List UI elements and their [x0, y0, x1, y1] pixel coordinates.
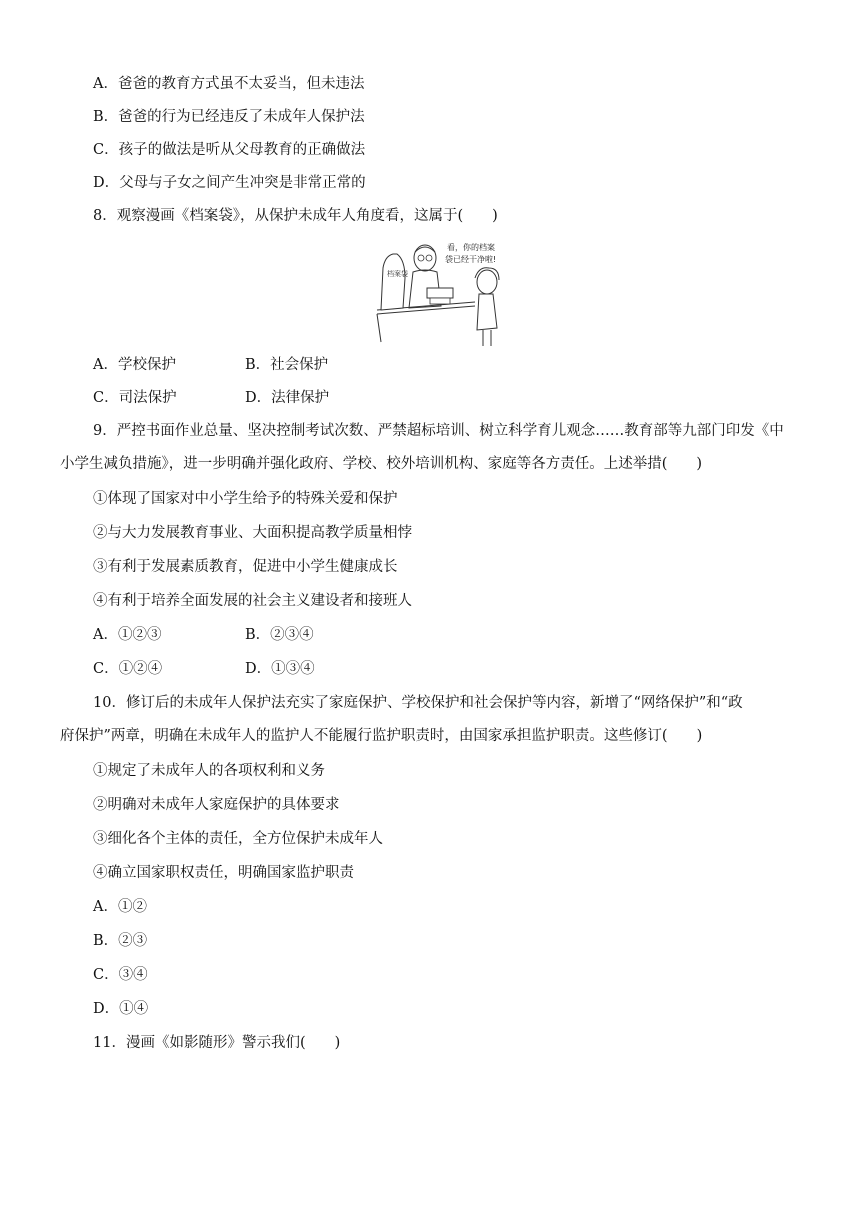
q10-option-d: D．①④ — [93, 1001, 149, 1017]
q10-statement-4: ④确立国家职权责任，明确国家监护职责 — [93, 865, 354, 881]
q11-stem: 11．漫画《如影随形》警示我们( ) — [93, 1035, 341, 1051]
q9-option-b: B．②③④ — [245, 627, 314, 643]
q8-option-c: C．司法保护 — [93, 390, 177, 406]
q7-option-b: B．爸爸的行为已经违反了未成年人保护法 — [93, 109, 365, 125]
q9-statement-1: ①体现了国家对中小学生给予的特殊关爱和保护 — [93, 491, 398, 507]
q9-statement-2: ②与大力发展教育事业、大面积提高教学质量相悖 — [93, 525, 412, 541]
q10-statement-3: ③细化各个主体的责任，全方位保护未成年人 — [93, 831, 383, 847]
comic-speech-line-1: 看，你的档案 — [447, 243, 495, 252]
q8-option-d: D．法律保护 — [245, 390, 330, 406]
q10-option-b: B．②③ — [93, 933, 148, 949]
q10-statement-2: ②明确对未成年人家庭保护的具体要求 — [93, 797, 340, 813]
q10-stem-line-2: 府保护”两章，明确在未成年人的监护人不能履行监护职责时，由国家承担监护职责。这些修订( ) — [60, 728, 703, 744]
q8-stem: 8．观察漫画《档案袋》，从保护未成年人角度看，这属于( ) — [93, 208, 498, 224]
comic-bag-label: 档案袋 — [387, 270, 408, 278]
q9-option-a: A．①②③ — [93, 627, 162, 643]
q9-stem-line-1: 9．严控书面作业总量、坚决控制考试次数、严禁超标培训、树立科学育儿观念……教育部等九部门印发《中 — [93, 423, 784, 439]
q10-option-a: A．①② — [93, 899, 147, 915]
q10-statement-1: ①规定了未成年人的各项权利和义务 — [93, 763, 325, 779]
q8-option-a: A．学校保护 — [93, 357, 176, 373]
q10-option-c: C．③④ — [93, 967, 148, 983]
q7-option-d: D．父母与子女之间产生冲突是非常正常的 — [93, 175, 366, 191]
q9-stem-line-2: 小学生减负措施》，进一步明确并强化政府、学校、校外培训机构、家庭等各方责任。上述举措( ) — [60, 456, 703, 472]
q7-option-c: C．孩子的做法是听从父母教育的正确做法 — [93, 142, 366, 158]
q9-statement-3: ③有利于发展素质教育，促进中小学生健康成长 — [93, 559, 398, 575]
q8-option-b: B．社会保护 — [245, 357, 329, 373]
comic-speech-line-2: 袋已经干净啦! — [445, 255, 497, 264]
q9-statement-4: ④有利于培养全面发展的社会主义建设者和接班人 — [93, 593, 412, 609]
q9-option-c: C．①②④ — [93, 661, 163, 677]
q7-option-a: A．爸爸的教育方式虽不太妥当，但未违法 — [93, 76, 365, 92]
q9-option-d: D．①③④ — [245, 661, 315, 677]
archive-bag-comic — [375, 238, 515, 350]
q10-stem-line-1: 10．修订后的未成年人保护法充实了家庭保护、学校保护和社会保护等内容，新增了“网络保护”和“政 — [93, 695, 743, 711]
